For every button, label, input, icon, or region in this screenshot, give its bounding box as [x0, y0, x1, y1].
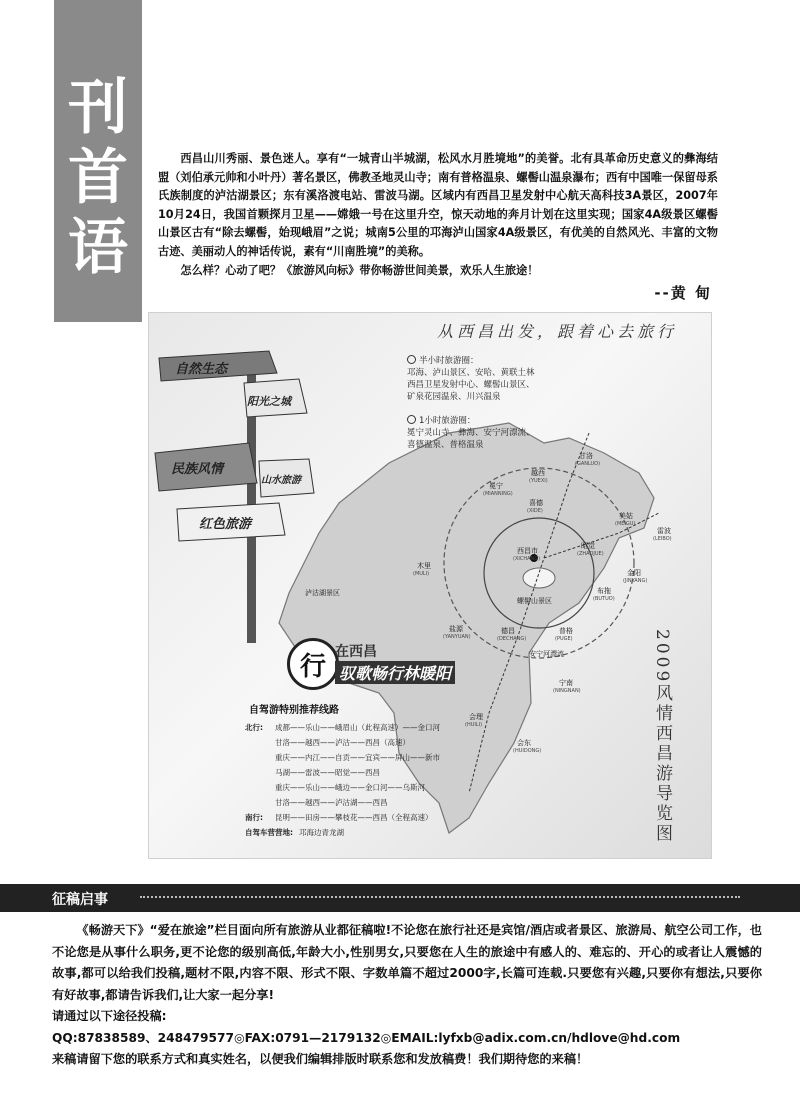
- route-text: 甘洛——越西——泸沽——西昌（高速）: [275, 738, 410, 747]
- signpost-text-4: 山水旅游: [261, 475, 301, 486]
- place-dechang: 德昌: [501, 627, 515, 635]
- place-xichang-py: (XICHANG): [513, 556, 541, 562]
- intro-text: [158, 150, 718, 280]
- legend-one-hour-line: 喜德温泉、普格温泉: [407, 440, 484, 450]
- place-ningnan-py: (NINGNAN): [553, 688, 581, 694]
- route-group: 北行:: [245, 723, 263, 732]
- call-closing: 来稿请留下您的联系方式和真实姓名，以便我们编辑排版时联系您和发放稿费！我们期待您的来稿！: [52, 1052, 589, 1066]
- place-muli: 木里: [417, 562, 431, 570]
- emblem-line-2: 驭歌畅行林暖阳: [335, 661, 455, 684]
- signpost-text-2: 阳光之城: [247, 395, 291, 408]
- routes-title: 自驾游特别推荐线路: [249, 705, 339, 716]
- place-yanyuan: 盐源: [449, 625, 463, 633]
- routes-list: [245, 720, 440, 840]
- place-yanyuan-py: (YANYUAN): [443, 634, 471, 640]
- place-leibo: 雷波: [657, 527, 671, 535]
- place-muli-py: (MULI): [413, 571, 430, 577]
- place-zhaojue: 昭觉: [581, 542, 595, 550]
- place-huili-py: (HUILI): [465, 722, 483, 728]
- route-text: 重庆——乐山——峨边——金口河——乌斯河: [275, 783, 425, 792]
- route-row: [245, 750, 440, 765]
- place-puge-py: (PUGE): [555, 636, 573, 642]
- route-row: [245, 780, 440, 795]
- signpost-board-4: [259, 459, 314, 497]
- place-mianning-py: (MIANNING): [483, 491, 513, 497]
- route-text: 甘洛——越西——泸沽湖——西昌: [275, 798, 388, 807]
- place-ganluo-py: (GANLUO): [575, 461, 601, 467]
- place-anninghe: 安宁河漂流: [529, 650, 564, 658]
- title-char-1: 刊: [68, 73, 128, 143]
- travel-emblem: 行: [287, 638, 339, 690]
- place-huili: 会理: [469, 713, 483, 721]
- place-butuo: 布拖: [597, 587, 611, 595]
- route-text: 成都——乐山——峨眉山（此程高速）——金口河: [275, 723, 440, 732]
- signpost-board-1: [159, 351, 277, 381]
- place-jinyang-py: (JINYANG): [623, 578, 648, 584]
- place-dechang-py: (DECHANG): [497, 636, 527, 642]
- legend-half-hour-line: 邛海、泸山景区、安哈、黄联土林: [407, 368, 535, 378]
- place-meigu-py: (MEIGU): [615, 521, 636, 527]
- qionghai-lake: [523, 568, 555, 588]
- map-slogan: 从西昌出发，跟着心去旅行: [437, 322, 678, 341]
- call-for-submissions-text: [52, 920, 762, 1071]
- intro-paragraph-1: 西昌山川秀丽、景色迷人。享有“一城青山半城湖，松风水月胜境地”的美誉。北有具革命历史意义的彝海结盟（刘伯承元帅和小叶丹）著名景区，佛教圣地灵山寺；南有普格温泉、螺髻山温泉瀑布；西有中国唯一保留母系氏族制度的泸沽湖景区；东有溪洛渡电站、雷波马湖。区域内有西昌卫星发射中心航天高科技3A景区，2007年10月24日，我国首颗探月卫星——嫦娥一号在这里升空，惊天动地的奔月计划在这里实现；国家4A级景区螺髻山景区古有“除去螺髻，始现峨眉”之说；城南5公里的邛海泸山国家4A级景区，有优美的自然风光、丰富的文物古迹、美丽动人的神话传说，素有“川南胜境”的美称。: [158, 152, 718, 258]
- route-group: 自驾车营营地:: [245, 828, 293, 837]
- place-zhaojue-py: (ZHAOJUE): [577, 551, 604, 557]
- route-text: 昆明——田房——攀枝花——西昌（全程高速）: [275, 813, 433, 822]
- legend-one-hour-title: 1小时旅游圈：: [419, 416, 476, 426]
- legend-half-hour-line: 矿泉花园温泉、川兴温泉: [407, 392, 501, 402]
- route-row: [245, 720, 440, 735]
- route-text: 马湖——雷波——昭觉——西昌: [275, 768, 380, 777]
- place-huidong: 会东: [517, 739, 531, 747]
- route-text: 重庆——内江——自贡——宜宾——屏山——新市: [275, 753, 440, 762]
- place-meigu: 美姑: [619, 512, 633, 520]
- place-xichang: 西昌市: [517, 547, 538, 555]
- place-leibo-py: (LEIBO): [653, 536, 672, 542]
- place-luguhu: 泸沽湖景区: [305, 589, 340, 597]
- place-yuexi: 越西: [531, 469, 545, 477]
- title-tab: [54, 0, 142, 322]
- call-contact-info: QQ:87838589、248479577◎FAX:0791—2179132◎EMAIL:lyfxb@adix.com.cn/hdlove@hd.com: [52, 1030, 681, 1045]
- signpost-text-3: 民族风情: [171, 462, 224, 477]
- author-signature: --黄 甸: [654, 284, 712, 302]
- legend-half-hour: [407, 355, 535, 403]
- legend-half-hour-title: 半小时旅游圈：: [419, 356, 479, 366]
- dotted-rule: [140, 896, 740, 898]
- signpost-text-5: 红色旅游: [199, 517, 252, 532]
- title-char-2: 首: [68, 143, 128, 213]
- route-text: 邛海边青龙湖: [299, 828, 344, 837]
- signpost-text-1: 自然生态: [175, 362, 228, 377]
- map-vertical-title: 2009风情西昌游导览图: [652, 629, 672, 845]
- route-row: [245, 765, 440, 780]
- call-label: 征稿启事: [52, 892, 108, 908]
- legend-half-hour-line: 西昌卫星发射中心、螺髻山景区、: [407, 380, 535, 390]
- call-paragraph: 《畅游天下》“爱在旅途”栏目面向所有旅游从业都征稿啦!不论您在旅行社还是宾馆/酒店或者景区、旅游局、航空公司工作，也不论您是从事什么职务,更不论您的级别高低,年龄大小,性别男女,只要您在人生的旅途中有感人的、难忘的、开心的或者让人震憾的故事,都可以给我们投稿,题材不限,内容不限、形式不限、字数单篇不超过2000字,长篇可连载.只要您有兴趣,只要你有想法,只要你有好故事,都请告诉我们,让大家一起分享!: [52, 923, 762, 1002]
- route-row: [245, 825, 440, 840]
- place-huidong-py: (HUIDONG): [513, 748, 542, 754]
- place-luojishan: 螺髻山景区: [517, 597, 552, 605]
- signpost-board-5: [177, 503, 285, 541]
- route-row: [245, 735, 440, 750]
- route-row: [245, 810, 440, 825]
- legend-one-hour-line: 冕宁灵山寺、彝海、安宁河漂流、: [407, 428, 535, 438]
- route-group: 南行:: [245, 813, 263, 822]
- place-mianning: 冕宁: [489, 482, 503, 490]
- place-butuo-py: (BUTUO): [593, 596, 615, 602]
- signpost-board-3: [155, 443, 257, 491]
- route-row: [245, 795, 440, 810]
- circle-icon: [407, 355, 416, 364]
- call-how-to: 请通过以下途径投稿:: [52, 1009, 167, 1023]
- place-ganluo: 甘洛: [579, 452, 593, 460]
- place-yuexi-py: (YUEXI): [529, 478, 548, 484]
- place-xide: 喜德: [529, 499, 543, 507]
- place-puge: 普格: [559, 627, 573, 635]
- tourism-map: [148, 312, 712, 859]
- call-for-submissions-bar: [0, 884, 800, 912]
- place-xide-py: (XIDE): [527, 508, 543, 514]
- intro-paragraph-2: 怎么样？心动了吧？《旅游风向标》带你畅游世间美景，欢乐人生旅途！: [180, 263, 539, 277]
- signpost-board-2: [244, 379, 307, 417]
- circle-icon: [407, 415, 416, 424]
- emblem-line-1: 在西昌: [335, 644, 377, 660]
- title-char-3: 语: [68, 213, 128, 283]
- legend-one-hour: [407, 415, 535, 451]
- place-ningnan: 宁南: [559, 679, 573, 687]
- place-jinyang: 金阳: [627, 569, 641, 577]
